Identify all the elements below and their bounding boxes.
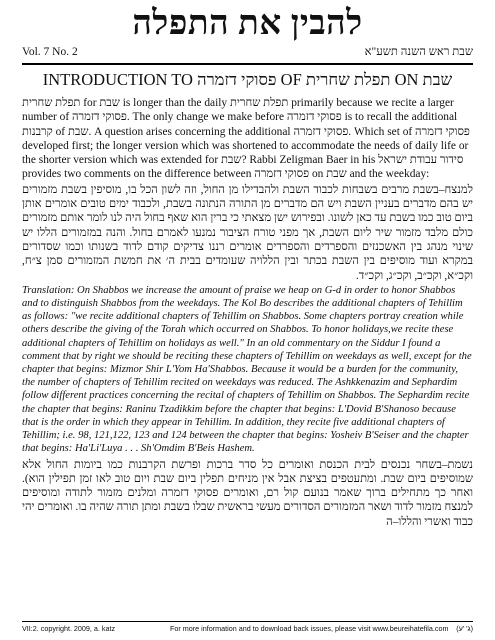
header-divider [22, 63, 473, 65]
page-footer [22, 624, 473, 636]
heading-of: OF [280, 70, 302, 89]
newsletter-title: להבין את התפלה [132, 5, 363, 42]
section-heading [22, 70, 473, 90]
heading-heb-1: פסוקי דזמרה [197, 70, 277, 89]
intro-paragraph: תפלת שחרית for שבת is longer than the daily תפלת שחרית primarily because we recite a larger number of פסוקי דזמרה. The only change we make before פסוקי דזמרה is to recall the additional קרבנות of שבת. A question arises concerning the additional פסוקי דזמרה. Which set of פסוקי דזמרה developed first; the longer version which was shortened to accommodate the needs of daily life or the shorter version which was extended for שבת? Rabbi Zeligman Baer in his סידור עבודת ישראל provides two comments on the difference between פסוקי דזמרה on שבת and the weekday: [22, 97, 470, 181]
hebrew-quote-nishmas: נשמת–בשחר נכנסים לבית הכנסת ואומרים כל סדר ברכות ופרשת הקרבנות כמו ביומות החול אלא שמוסיפים ביום שבת. ומתעטפים בציצת אבל אין מניחים תפלין ביום שבת ויום טוב לאו זמן תפילין הוא). ואחר כך מתחילים ברוך שאמר בנועם קול רם, ואומרים פסוקי דזמרה ומלנים מזמור לתודה ומוסיפים למנצח מזמור לדוד ושאר המזמורים הסדורים מעשי בראשית שבלו בשבת ומתן תורה שהיה בו. ואומרים יהי כבוד ואשרי והללו–ה [22, 458, 473, 528]
article-body [22, 96, 473, 529]
footer-page-ref: (ג' 'ע) [456, 624, 473, 633]
heading-on: ON [394, 70, 419, 89]
footer-divider [22, 621, 473, 622]
heading-intro-text: INTRODUCTION TO [42, 70, 193, 89]
issue-bar [22, 46, 473, 62]
hebrew-quote-lamnatzeach: למנצח–בשבת מרבים בשבחות לכבוד השבת ולהבדילו מן החול, וזה לשון הכל בו, מוסיפין בשבת מזמורים יש בהם מדברים בעניין השבת ויש הם מדברים מן התורה הנתונה בשבת, ולכבוד ימים טובים אומרים אותן ביום טוב כמו בשבת עד כאן לשונו. ובפירוש ישן מצאתי כי ברין הוא שאף בחול היה לנו לומר אותם מזמורים כולם מלבד מזמור שיר ליום השבת, אך מפני טורח הציבור נמנעו לאמרם בחול. והנה במזמורים הללו יש שינוי מנהג בין האשכנזים והספרדים והספרדים אומרים רננו צדיקים קודם לדוד בשנותו וכמו שסדורים במקרא ועוד מוסיפים בין השבת בכתר ובין הללויה שעומדים בבית ה׳ את חמשת המזמורים סמן צ״ח, וקכ״א, וקכ״ב, וקכ״ג, וקכ״ד. [22, 183, 473, 282]
parsha-date: שבת ראש השנה תשע"א [364, 46, 473, 58]
footer-copyright: VII:2. copyright. 2009, a. katz [22, 624, 116, 633]
footer-website-link[interactable]: For more information and to download back issues, please visit www.beureihatefila.com [170, 624, 449, 633]
heading-heb-3: שבת [422, 70, 453, 89]
translation-paragraph: Translation: On Shabbos we increase the amount of praise we heap on G-d in order to honor Shabbos and to distinguish Shabbos from the weekdays. The Kol Bo describes the additional chapters of Tehillim as follows: "we recite additional chapters of Tehillim on Shabbos. Some chapters portray creation while others describe the giving of the Torah which occurred on Shabbos. To honor holidays,we recite these additional chapters of Tehillim on holidays as well." In an old commentary on the Siddur I found a comment that by right we should be reciting these chapters of Tehillim on weekdays as well, except for the chapter that begins: Mizmor Shir L'Yom Ha'Shabbos. Because it would be a burden for the community, the number of chapters of Tehillim recited on weekdays was reduced. The Ashkkenazim and Sephardim follow different practices concerning the recital of chapters of Tehillim on Shabbos. The Sephardim recite the chapter that begins: Raninu Tzadikkim before the chapter that begins: L'Dovid B'Shanoso because that is the order in which they appear in Tehillim. In addition, they recite five additional chapters of Tehillim; i.e. 98, 121,122, 123 and 124 between the chapter that begins: Yosheiv B'Seiser and the chapter that begins: Ha'Li'Luya . . . Sh'Omdim B'Beis Hashem. [22, 284, 472, 455]
heading-heb-2: תפלת שחרית [305, 70, 391, 89]
volume-number: Vol. 7 No. 2 [22, 46, 78, 58]
